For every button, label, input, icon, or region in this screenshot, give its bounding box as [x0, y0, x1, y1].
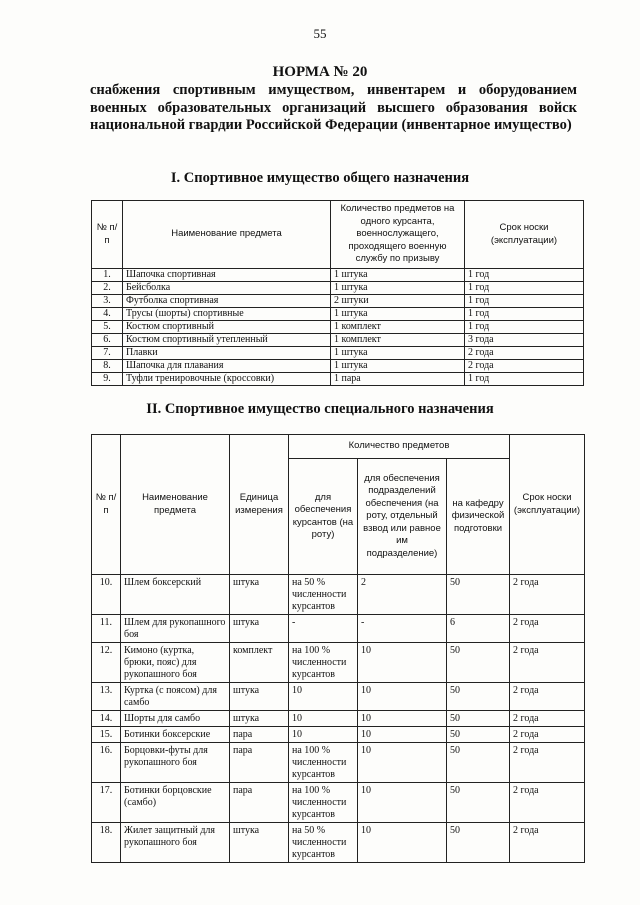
cell-number: 15. [92, 727, 121, 743]
table-row [92, 334, 584, 347]
cell-item-name: Кимоно (куртка, брюки, пояс) для рукопашного боя [121, 643, 230, 683]
cell-item-name: Шорты для самбо [121, 711, 230, 727]
table-row [92, 282, 584, 295]
cell-per-support-unit: 10 [358, 823, 447, 863]
cell-item-name: Футболка спортивная [123, 295, 331, 308]
table-row [92, 360, 584, 373]
cell-per-support-unit: 10 [358, 727, 447, 743]
table-row [92, 683, 585, 711]
cell-quantity: 1 штука [331, 360, 465, 373]
table-row [92, 269, 584, 282]
cell-service-life: 3 года [465, 334, 584, 347]
table-row [92, 373, 584, 386]
cell-per-department: 50 [447, 823, 510, 863]
table-row [92, 295, 584, 308]
cell-item-name: Шлем для рукопашного боя [121, 615, 230, 643]
cell-item-name: Шлем боксерский [121, 575, 230, 615]
column-header-service-life: Срок носки (эксплуатации) [465, 201, 584, 269]
cell-number: 14. [92, 711, 121, 727]
table-row [92, 575, 585, 615]
cell-service-life: 1 год [465, 295, 584, 308]
cell-unit: пара [230, 743, 289, 783]
cell-per-company: на 50 % численности курсантов [289, 575, 358, 615]
cell-item-name: Борцовки-футы для рукопашного боя [121, 743, 230, 783]
cell-item-name: Костюм спортивный [123, 321, 331, 334]
column-header-quantity: Количество предметов на одного курсанта, военнослужащего, проходящего военную службу по призыву [331, 201, 465, 269]
column-header-item-name: Наименование предмета [121, 435, 230, 575]
cell-item-name: Куртка (с поясом) для самбо [121, 683, 230, 711]
cell-item-name: Жилет защитный для рукопашного боя [121, 823, 230, 863]
general-equipment-table [91, 200, 584, 386]
table-row [92, 308, 584, 321]
cell-number: 9. [92, 373, 123, 386]
cell-per-company: на 50 % численности курсантов [289, 823, 358, 863]
cell-per-department: 50 [447, 575, 510, 615]
cell-quantity: 1 комплект [331, 334, 465, 347]
cell-per-department: 50 [447, 783, 510, 823]
cell-quantity: 1 штука [331, 269, 465, 282]
cell-number: 18. [92, 823, 121, 863]
cell-item-name: Плавки [123, 347, 331, 360]
cell-item-name: Ботинки борцовские (самбо) [121, 783, 230, 823]
cell-number: 16. [92, 743, 121, 783]
cell-service-life: 2 года [510, 743, 585, 783]
cell-item-name: Ботинки боксерские [121, 727, 230, 743]
cell-per-support-unit: 10 [358, 743, 447, 783]
cell-number: 3. [92, 295, 123, 308]
cell-quantity: 1 штука [331, 308, 465, 321]
column-header-quantity-group: Количество предметов [289, 435, 510, 459]
cell-number: 11. [92, 615, 121, 643]
table-row [92, 347, 584, 360]
cell-number: 10. [92, 575, 121, 615]
column-header-number: № п/п [92, 435, 121, 575]
section-2-title: II. Спортивное имущество специального назначения [146, 401, 494, 417]
table-row [92, 823, 585, 863]
column-header-per-department: на кафедру физической подготовки [447, 459, 510, 575]
special-equipment-table [91, 434, 585, 863]
page-number: 55 [313, 26, 327, 41]
cell-number: 5. [92, 321, 123, 334]
cell-per-department: 6 [447, 615, 510, 643]
cell-unit: штука [230, 683, 289, 711]
table-row [92, 783, 585, 823]
column-header-service-life: Срок носки (эксплуатации) [510, 435, 585, 575]
cell-service-life: 2 года [465, 347, 584, 360]
cell-number: 4. [92, 308, 123, 321]
section-1-title: I. Спортивное имущество общего назначения [170, 170, 470, 186]
cell-item-name: Туфли тренировочные (кроссовки) [123, 373, 331, 386]
cell-quantity: 1 комплект [331, 321, 465, 334]
cell-service-life: 2 года [510, 683, 585, 711]
cell-service-life: 1 год [465, 373, 584, 386]
cell-service-life: 1 год [465, 282, 584, 295]
cell-per-company: 10 [289, 683, 358, 711]
table-row [92, 711, 585, 727]
cell-unit: штука [230, 823, 289, 863]
cell-per-support-unit: 10 [358, 683, 447, 711]
cell-item-name: Трусы (шорты) спортивные [123, 308, 331, 321]
cell-number: 1. [92, 269, 123, 282]
column-header-per-company: для обеспечения курсантов (на роту) [289, 459, 358, 575]
column-header-unit: Единица измерения [230, 435, 289, 575]
table-row [92, 643, 585, 683]
cell-unit: пара [230, 727, 289, 743]
cell-unit: комплект [230, 643, 289, 683]
cell-item-name: Шапочка для плавания [123, 360, 331, 373]
cell-per-department: 50 [447, 743, 510, 783]
cell-service-life: 1 год [465, 308, 584, 321]
cell-number: 7. [92, 347, 123, 360]
table-row [92, 743, 585, 783]
cell-quantity: 1 пара [331, 373, 465, 386]
cell-per-support-unit: 10 [358, 643, 447, 683]
cell-unit: штука [230, 575, 289, 615]
cell-service-life: 2 года [510, 575, 585, 615]
cell-service-life: 2 года [510, 643, 585, 683]
cell-unit: штука [230, 615, 289, 643]
cell-per-company: на 100 % численности курсантов [289, 783, 358, 823]
cell-number: 2. [92, 282, 123, 295]
cell-item-name: Шапочка спортивная [123, 269, 331, 282]
cell-service-life: 2 года [510, 615, 585, 643]
cell-service-life: 1 год [465, 321, 584, 334]
cell-per-department: 50 [447, 643, 510, 683]
column-header-number: № п/п [92, 201, 123, 269]
cell-per-support-unit: 2 [358, 575, 447, 615]
cell-number: 6. [92, 334, 123, 347]
table-row [92, 321, 584, 334]
cell-per-support-unit: - [358, 615, 447, 643]
cell-number: 17. [92, 783, 121, 823]
cell-per-company: 10 [289, 711, 358, 727]
cell-per-company: на 100 % численности курсантов [289, 643, 358, 683]
cell-service-life: 2 года [510, 783, 585, 823]
cell-per-department: 50 [447, 711, 510, 727]
cell-per-company: - [289, 615, 358, 643]
cell-per-support-unit: 10 [358, 711, 447, 727]
table-row [92, 615, 585, 643]
cell-service-life: 2 года [510, 711, 585, 727]
cell-service-life: 2 года [465, 360, 584, 373]
cell-number: 13. [92, 683, 121, 711]
document-title: НОРМА № 20 [272, 64, 368, 80]
table-row [92, 727, 585, 743]
cell-number: 12. [92, 643, 121, 683]
cell-per-company: 10 [289, 727, 358, 743]
cell-per-department: 50 [447, 727, 510, 743]
document-subtitle: снабжения спортивным имуществом, инвентарем и оборудованием военных образовательных организаций высшего образования войск национальной гвардии Российской Федерации (инвентарное имущество) [90, 82, 577, 133]
cell-item-name: Костюм спортивный утепленный [123, 334, 331, 347]
cell-unit: штука [230, 711, 289, 727]
cell-per-company: на 100 % численности курсантов [289, 743, 358, 783]
cell-service-life: 2 года [510, 727, 585, 743]
cell-quantity: 1 штука [331, 282, 465, 295]
cell-service-life: 1 год [465, 269, 584, 282]
cell-per-support-unit: 10 [358, 783, 447, 823]
column-header-per-support-unit: для обеспечения подразделений обеспечения (на роту, отдельный взвод или равное им подразделение) [358, 459, 447, 575]
cell-per-department: 50 [447, 683, 510, 711]
cell-quantity: 1 штука [331, 347, 465, 360]
cell-number: 8. [92, 360, 123, 373]
cell-item-name: Бейсболка [123, 282, 331, 295]
column-header-item-name: Наименование предмета [123, 201, 331, 269]
cell-unit: пара [230, 783, 289, 823]
cell-quantity: 2 штуки [331, 295, 465, 308]
cell-service-life: 2 года [510, 823, 585, 863]
